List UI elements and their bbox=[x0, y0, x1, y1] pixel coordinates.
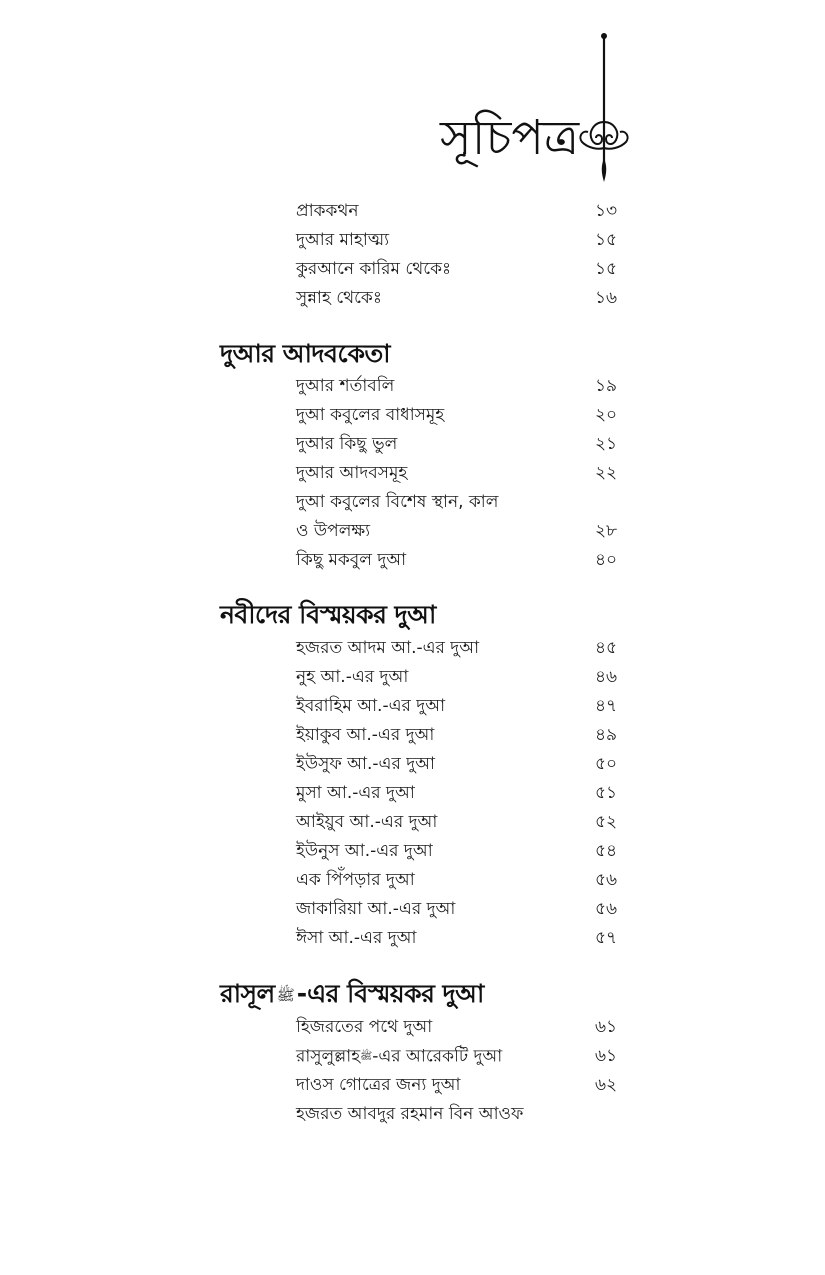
entry-label: হজরত আবদুর রহমান বিন আওফ bbox=[296, 1104, 524, 1124]
toc-entry[interactable] bbox=[296, 837, 626, 866]
entry-page: ২২ bbox=[595, 463, 618, 483]
entry-label: দুআর কিছু ভুল bbox=[296, 434, 398, 454]
entry-label: দুআ কবুলের বাধাসমূহ bbox=[296, 405, 445, 425]
toc-entry[interactable] bbox=[296, 634, 626, 663]
entry-label: হজরত আদম আ.-এর দুআ bbox=[296, 638, 480, 658]
toc-entry[interactable] bbox=[296, 1071, 626, 1100]
entry-label: প্রাককথন bbox=[296, 201, 359, 221]
entry-page: ৫৬ bbox=[595, 899, 618, 919]
heading-text: -এর বিস্ময়কর দুআ bbox=[296, 979, 484, 1008]
section-heading: নবীদের বিস্ময়কর দুআ bbox=[220, 600, 436, 629]
entry-page: ৪০ bbox=[595, 550, 618, 570]
entry-label: কুরআনে কারিম থেকেঃ bbox=[296, 259, 452, 279]
toc-entry[interactable] bbox=[296, 750, 626, 779]
entry-page: ১৫ bbox=[595, 259, 618, 279]
entry-label: ও উপলক্ষ্য bbox=[296, 521, 371, 541]
toc-entry[interactable] bbox=[296, 255, 626, 284]
entry-label: ইয়াকুব আ.-এর দুআ bbox=[296, 725, 435, 745]
entry-page: ৫২ bbox=[595, 812, 618, 832]
entry-label: কিছু মকবুল দুআ bbox=[296, 550, 407, 570]
entry-label: সুন্নাহ থেকেঃ bbox=[296, 288, 382, 308]
entry-label: ঈসা আ.-এর দুআ bbox=[296, 928, 417, 948]
entry-label: মুসা আ.-এর দুআ bbox=[296, 783, 415, 803]
entry-page: ৫৬ bbox=[595, 870, 618, 890]
entry-page: ৪৫ bbox=[595, 638, 618, 658]
toc-entry[interactable] bbox=[296, 488, 626, 517]
salutation-glyph: ﷺ bbox=[360, 1051, 373, 1062]
entry-label bbox=[296, 1042, 502, 1072]
entry-page: ১৫ bbox=[595, 230, 618, 250]
entry-label: দুআর মাহাত্ম্য bbox=[296, 230, 390, 250]
entry-label: এক পিঁপড়ার দুআ bbox=[296, 870, 415, 890]
toc-entry[interactable] bbox=[296, 924, 626, 953]
entry-page: ২৮ bbox=[595, 521, 618, 541]
toc-entry[interactable] bbox=[296, 517, 626, 546]
entry-label: নুহ আ.-এর দুআ bbox=[296, 667, 409, 687]
entry-label: হিজরতের পথে দুআ bbox=[296, 1017, 433, 1037]
entry-label: ইউসুফ আ.-এর দুআ bbox=[296, 754, 435, 774]
entry-label: আইয়ুব আ.-এর দুআ bbox=[296, 812, 438, 832]
toc-entry[interactable] bbox=[296, 1013, 626, 1042]
entry-page: ৪৯ bbox=[595, 725, 618, 745]
entry-page: ৫৭ bbox=[595, 928, 618, 948]
entry-page: ৪৬ bbox=[595, 667, 618, 687]
entry-label-text: -এর আরেকটি দুআ bbox=[372, 1046, 503, 1067]
toc-entry[interactable] bbox=[296, 895, 626, 924]
toc-entry[interactable] bbox=[296, 546, 626, 575]
toc-entry[interactable] bbox=[296, 1100, 626, 1129]
entry-page: ১৯ bbox=[595, 376, 618, 396]
toc-entry[interactable] bbox=[296, 663, 626, 692]
entry-label: ইবরাহিম আ.-এর দুআ bbox=[296, 696, 446, 716]
toc-entry[interactable] bbox=[296, 692, 626, 721]
entry-page: ২১ bbox=[595, 434, 618, 454]
toc-entry[interactable] bbox=[296, 459, 626, 488]
entry-page: ৪৭ bbox=[595, 696, 618, 716]
entry-page: ২০ bbox=[595, 405, 618, 425]
toc-entry[interactable] bbox=[296, 401, 626, 430]
toc-entry[interactable] bbox=[296, 808, 626, 837]
entry-label: দুআ কবুলের বিশেষ স্থান, কাল bbox=[296, 492, 499, 512]
toc-entry[interactable] bbox=[296, 197, 626, 226]
section-heading bbox=[220, 976, 484, 1013]
heading-text: রাসূল bbox=[220, 979, 275, 1008]
entry-page: ৫১ bbox=[595, 783, 618, 803]
entry-page: ৬১ bbox=[595, 1017, 618, 1037]
entry-label: জাকারিয়া আ.-এর দুআ bbox=[296, 899, 456, 919]
toc-entry[interactable] bbox=[296, 430, 626, 459]
salutation-glyph: ﷺ bbox=[276, 986, 295, 1004]
toc-entry[interactable] bbox=[296, 721, 626, 750]
entry-page: ৬২ bbox=[595, 1075, 618, 1095]
section-heading: দুআর আদবকেতা bbox=[220, 339, 391, 368]
entry-label: দুআর আদবসমূহ bbox=[296, 463, 408, 483]
toc-entry[interactable] bbox=[296, 1042, 626, 1071]
entry-label-text: রাসুলুল্লাহ bbox=[296, 1046, 361, 1067]
entry-page: ৫৪ bbox=[595, 841, 618, 861]
toc-entry[interactable] bbox=[296, 372, 626, 401]
entry-page: ১৬ bbox=[595, 288, 618, 308]
toc-entry[interactable] bbox=[296, 779, 626, 808]
toc-entry[interactable] bbox=[296, 226, 626, 255]
entry-label: ইউনুস আ.-এর দুআ bbox=[296, 841, 433, 861]
toc-entry[interactable] bbox=[296, 284, 626, 313]
entry-label: দাওস গোত্রের জন্য দুআ bbox=[296, 1075, 461, 1095]
entry-page: ১৩ bbox=[595, 201, 618, 221]
entry-page: ৫০ bbox=[595, 754, 618, 774]
toc-entry[interactable] bbox=[296, 866, 626, 895]
page-title: সূচিপত্র bbox=[440, 110, 580, 166]
entry-label: দুআর শর্তাবলি bbox=[296, 376, 395, 396]
entry-page: ৬১ bbox=[595, 1046, 618, 1066]
